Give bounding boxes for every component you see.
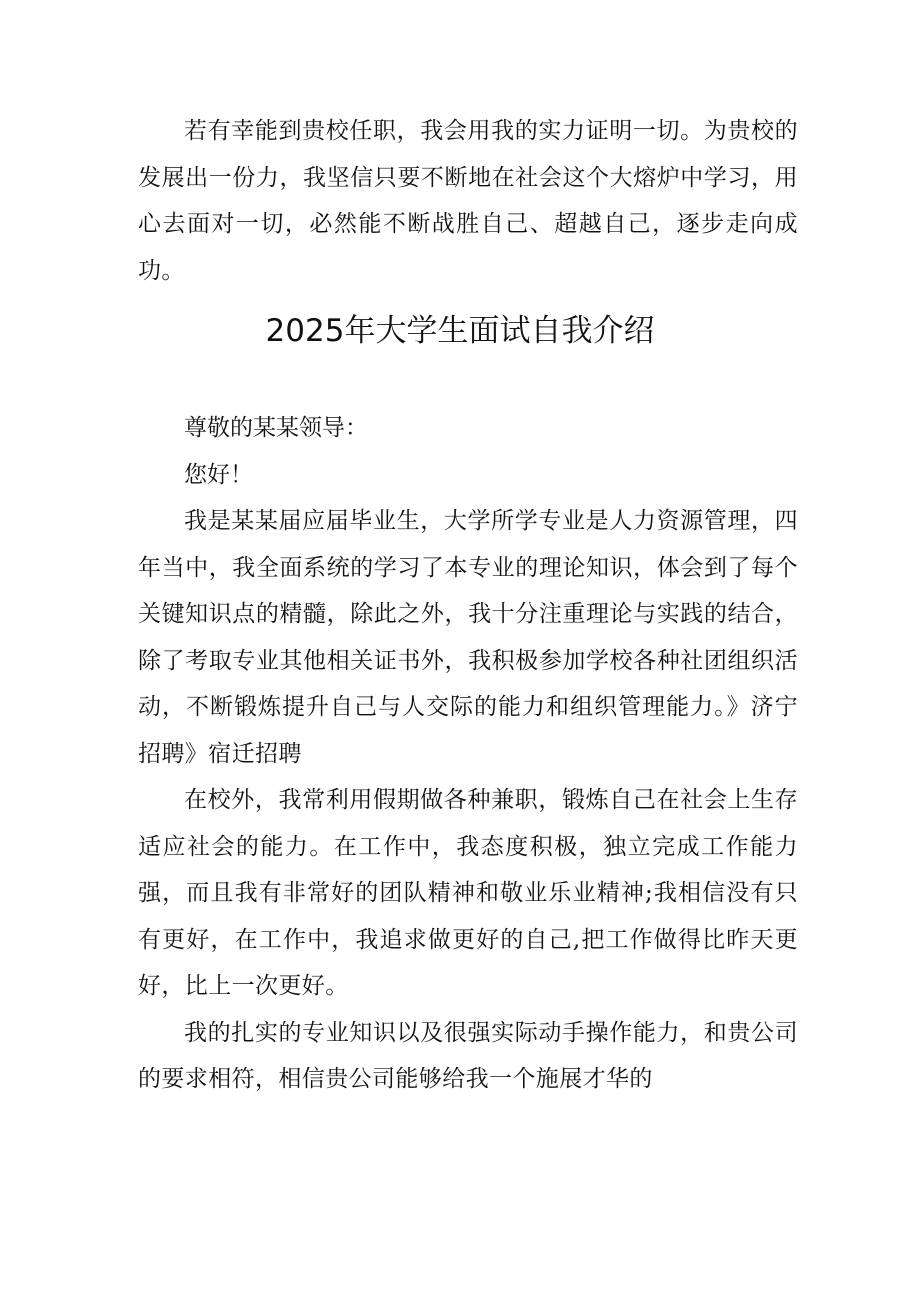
greeting: 您好！ <box>184 461 253 488</box>
body-paragraph-3: 我的扎实的专业知识以及很强实际动手操作能力，和贵公司的要求相符，相信贵公司能够给我一个施展才华的 <box>138 1019 798 1092</box>
body-paragraph-1: 我是某某届应届毕业生，大学所学专业是人力资源管理，四年当中，我全面系统的学习了本专业的理论知识，体会到了每个关键知识点的精髓，除此之外，我十分注重理论与实践的结合，除了考取专业其他相关证书外，我积极参加学校各种社团组织活动，不断锻炼提升自己与人交际的能力和组织管理能力。》济宁招聘》宿迁招聘 <box>138 508 798 767</box>
document-title: 2025年大学生面试自我介绍 <box>265 313 655 349</box>
letter-body <box>138 405 798 1103</box>
intro-section <box>138 108 798 294</box>
intro-paragraph: 若有幸能到贵校任职，我会用我的实力证明一切。为贵校的发展出一份力，我坚信只要不断地在社会这个大熔炉中学习，用心去面对一切，必然能不断战胜自己、超越自己，逐步走向成功。 <box>138 118 798 284</box>
body-paragraph-2: 在校外，我常利用假期做各种兼职，锻炼自己在社会上生存适应社会的能力。在工作中，我态度积极，独立完成工作能力强，而且我有非常好的团队精神和敬业乐业精神;我相信没有只有更好，在工作中，我追求做更好的自己,把工作做得比昨天更好，比上一次更好。 <box>138 787 798 999</box>
salutation: 尊敬的某某领导： <box>184 415 368 441</box>
